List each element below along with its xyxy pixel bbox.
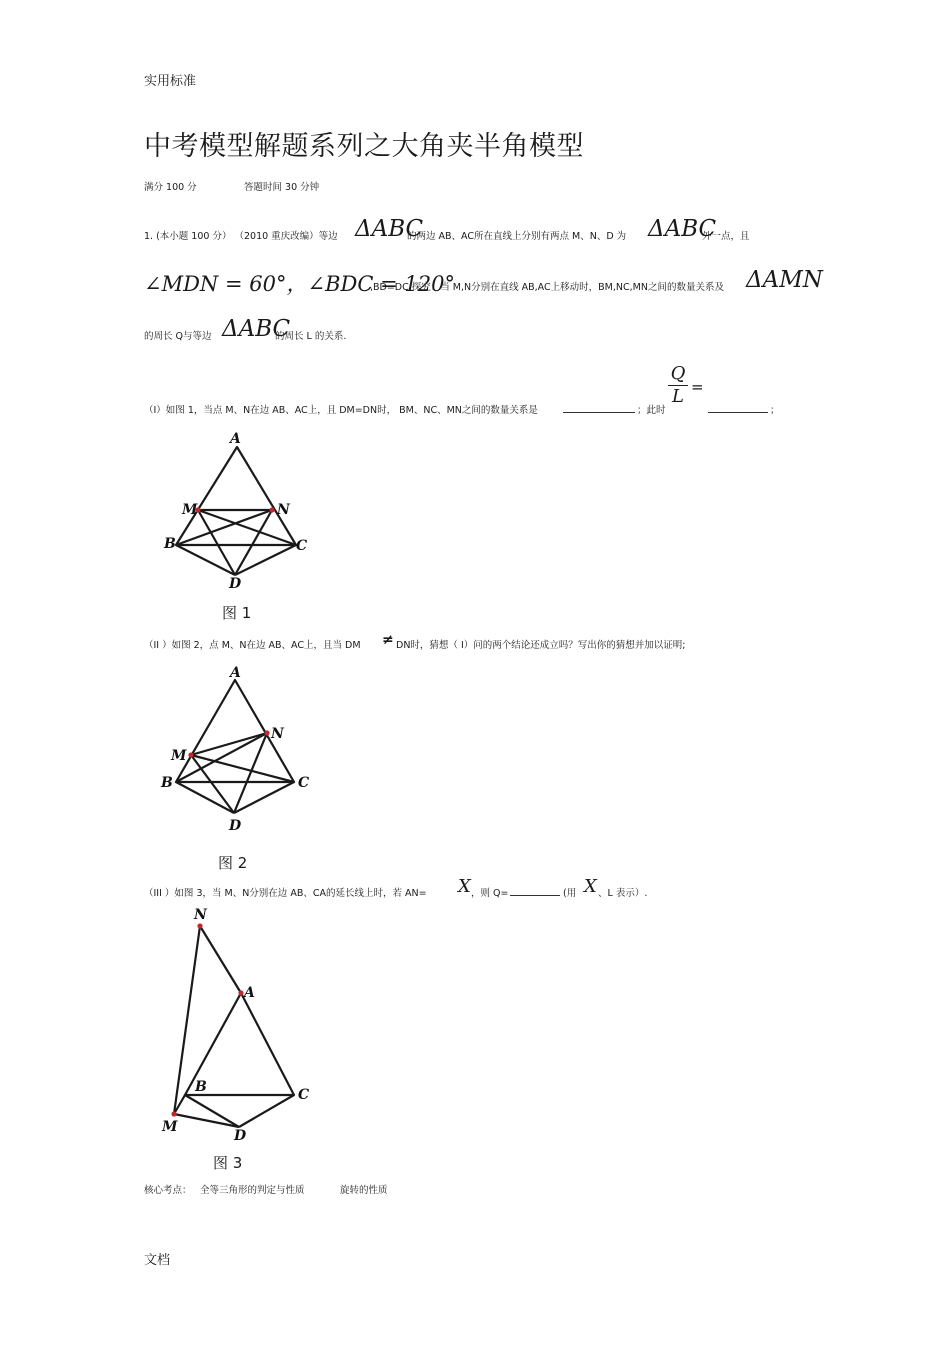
- figure-3: [158, 905, 328, 1145]
- part3-question-d: 、L 表示）.: [598, 888, 648, 899]
- label-c: C: [298, 775, 310, 791]
- math-angle-conditions: ∠MDN = 60°，∠BDC = 120°: [144, 272, 455, 296]
- problem-intro-prefix: 1. (本小题 100 分） （2010 重庆改编）等边: [144, 231, 338, 242]
- point-n: [264, 730, 269, 735]
- part3-question-a: （III ）如图 3，当 M、N分别在边 AB、CA的延长线上时，若 AN=: [144, 888, 427, 899]
- label-a: A: [230, 665, 241, 681]
- label-c: C: [298, 1087, 310, 1103]
- problem-line2-text: ,BD=DC.探究：当 M,N分别在直线 AB,AC上移动时，BM,NC,MN之间的数量关系及: [370, 282, 724, 293]
- fraction-q-over-l: [668, 364, 688, 407]
- answer-blank-relation[interactable]: [563, 403, 635, 413]
- figure-3-caption: 图 3: [213, 1154, 243, 1172]
- figure-2-caption: 图 2: [218, 854, 248, 872]
- core-item-rotation: 旋转的性质: [340, 1185, 388, 1196]
- answer-blank-q[interactable]: [510, 886, 560, 896]
- point-a: [238, 990, 243, 995]
- label-a: A: [244, 985, 255, 1001]
- page-header: 实用标准: [144, 74, 197, 89]
- page-title: 中考模型解题系列之大角夹半角模型: [144, 131, 584, 162]
- part3-question-b: ，则 Q=: [471, 888, 509, 899]
- math-triangle-abc: ΔABC: [222, 316, 291, 342]
- fraction-numerator: Q: [670, 363, 686, 384]
- label-n: N: [277, 502, 290, 518]
- problem-intro-suffix: 外一点，且: [702, 231, 750, 242]
- part1-end: ；: [770, 405, 780, 416]
- point-m: [188, 752, 193, 757]
- not-equal-sign: ≠: [382, 632, 394, 648]
- part2-question-b: DN时，猜想（ I）问的两个结论还成立吗？写出你的猜想并加以证明;: [396, 640, 686, 651]
- label-b: B: [164, 536, 176, 552]
- part1-separator: ；此时: [637, 405, 666, 416]
- equals-sign: =: [691, 378, 704, 396]
- label-c: C: [296, 538, 308, 554]
- point-n: [197, 923, 202, 928]
- point-n: [269, 507, 274, 512]
- label-n: N: [271, 726, 284, 742]
- math-variable-x: X: [458, 876, 471, 897]
- problem-intro-mid: 的两边 AB、AC所在直线上分别有两点 M、N、D 为: [407, 231, 627, 242]
- part3-question-c: (用: [563, 888, 577, 899]
- math-triangle-abc: ΔABC: [355, 216, 424, 242]
- label-a: A: [230, 431, 241, 447]
- math-triangle-abc: ΔABC: [648, 216, 717, 242]
- problem-line3-prefix: 的周长 Q与等边: [144, 331, 212, 342]
- label-m: M: [171, 748, 187, 764]
- label-m: M: [182, 502, 198, 518]
- label-b: B: [195, 1079, 207, 1095]
- figure-1: [160, 430, 320, 590]
- page-footer: 文档: [144, 1253, 171, 1268]
- fraction-denominator: L: [672, 386, 684, 407]
- point-m: [171, 1111, 176, 1116]
- label-d: D: [229, 576, 242, 592]
- core-label: 核心考点：: [144, 1185, 192, 1196]
- label-n: N: [194, 907, 207, 923]
- math-variable-x: X: [584, 876, 597, 897]
- core-item-congruent-triangles: 全等三角形的判定与性质: [200, 1185, 305, 1196]
- part2-question-a: （II ）如图 2，点 M、N在边 AB、AC上，且当 DM: [144, 640, 361, 651]
- answer-blank-ratio[interactable]: [708, 403, 768, 413]
- label-d: D: [229, 818, 242, 834]
- label-b: B: [161, 775, 173, 791]
- answer-time: 答题时间 30 分钟: [244, 182, 320, 193]
- problem-line3-suffix: 的周长 L 的关系.: [275, 331, 347, 342]
- part1-question: （I）如图 1，当点 M、N在边 AB、AC上，且 DM=DN时， BM、NC、MN之间的数量关系是: [144, 405, 538, 416]
- label-d: D: [234, 1128, 247, 1144]
- math-triangle-amn: ΔAMN: [746, 267, 823, 293]
- full-score: 满分 100 分: [144, 182, 197, 193]
- label-m: M: [162, 1119, 178, 1135]
- figure-2: [155, 662, 315, 832]
- figure-1-caption: 图 1: [222, 604, 252, 622]
